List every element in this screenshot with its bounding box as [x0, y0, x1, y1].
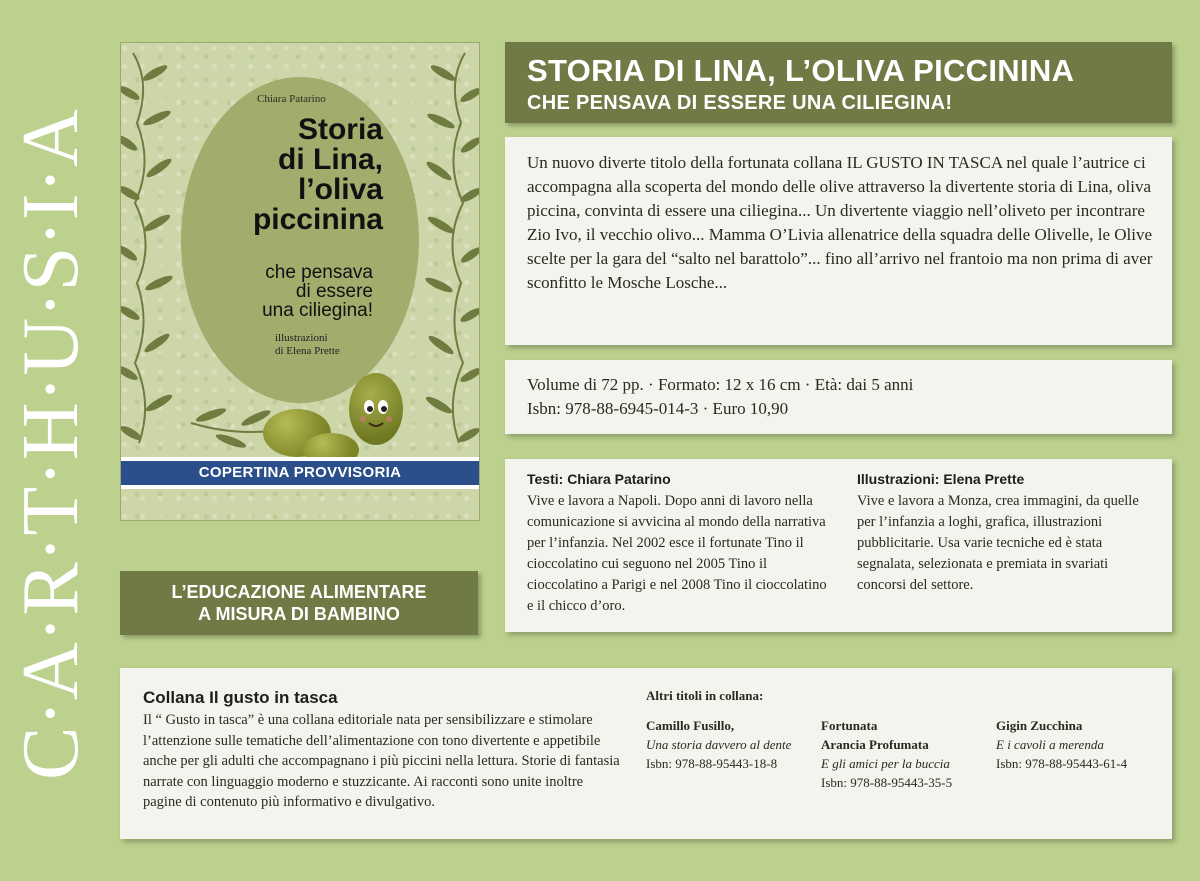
cover-title-line: piccinina	[252, 203, 383, 236]
education-line: A MISURA DI BAMBINO	[198, 604, 400, 624]
other-title-subtitle: Una storia davvero al dente	[646, 737, 792, 752]
cover-title-line: l’oliva	[297, 173, 383, 206]
cover-subtitle	[181, 263, 419, 320]
authors-panel	[505, 459, 1172, 632]
cover-provisional-band: COPERTINA PROVVISORIA	[121, 461, 479, 485]
text-author-column	[527, 471, 827, 617]
specs-panel	[505, 360, 1172, 434]
other-title-name: Camillo Fusillo,	[646, 718, 735, 733]
brand-vertical: C·A·R·T·H·U·S·I·A	[7, 109, 95, 781]
education-line: L’EDUCAZIONE ALIMENTARE	[171, 582, 427, 602]
specs-line: Volume di 72 pp. · Formato: 12 x 16 cm · Età: dai 5 anni	[527, 375, 914, 394]
other-titles-label: Altri titoli in collana:	[646, 688, 764, 703]
right-branch	[424, 53, 479, 444]
other-title-name: Gigin Zucchina	[996, 718, 1083, 733]
other-title-item	[996, 716, 1166, 773]
illustrator-heading: Illustrazioni: Elena Prette	[857, 471, 1025, 487]
collana-panel	[120, 668, 1172, 839]
other-title-item	[821, 716, 991, 792]
cover-title	[181, 115, 419, 235]
collana-description	[143, 688, 623, 813]
other-title-name: Fortunata	[821, 718, 878, 733]
cover-title-line: di Lina,	[278, 143, 383, 176]
education-box	[120, 571, 478, 635]
other-title-subtitle: E i cavoli a merenda	[996, 737, 1104, 752]
olive-character-lina	[349, 373, 403, 445]
cover-title-line: Storia	[297, 113, 383, 146]
page-subtitle: CHE PENSAVA DI ESSERE UNA CILIEGINA!	[527, 92, 953, 114]
specs-text	[527, 373, 913, 421]
title-box	[505, 42, 1172, 123]
left-branch	[121, 53, 174, 443]
cover-illustrator-line: illustrazioni	[275, 332, 328, 344]
book-cover	[120, 42, 480, 521]
cover-illustrator-line: di Elena Prette	[275, 345, 340, 357]
cover-subtitle-line: una ciliegina!	[262, 300, 373, 321]
description-text: Un nuovo diverte titolo della fortunata collana IL GUSTO IN TASCA nel quale l’autrice ci accompagna alla scoperta del mondo delle olive attraverso la divertente storia di Lina, oliva piccina, convinta di essere una ciliegina... Un divertente viaggio nell’oliveto per incontrare Zio Ivo, il vecchio olivo... Mamma O’Livia allenatrice della squadra delle Olivelle, le Olive scelte per la gara del “salto nel barattolo”... fino all’arrivo nel frantoio ma non prima di aver sconfitto le Mosche Losche...	[527, 153, 1153, 292]
other-title-item	[646, 716, 816, 773]
text-author-heading: Testi: Chiara Patarino	[527, 471, 671, 487]
other-title-isbn: Isbn: 978-88-95443-61-4	[996, 756, 1128, 771]
other-title-isbn: Isbn: 978-88-95443-35-5	[821, 775, 953, 790]
illustrator-bio: Vive e lavora a Monza, crea immagini, da quelle per l’infanzia a loghi, grafica, illustrazioni pubblicitarie. Usa varie tecniche ed è stata segnalata, selezionata e premiata in svariati concorsi del settore.	[857, 493, 1139, 593]
text-author-bio: Vive e lavora a Napoli. Dopo anni di lavoro nella comunicazione si avvicina al mondo della narrativa per l’infanzia. Nel 2002 esce il fortunate Tino il cioccolatino cui seguono nel 2005 Tino il cioccolatino a Parigi e nel 2008 Tino il cioccolatino e il chicco d’oro.	[527, 493, 827, 614]
illustrator-column	[857, 471, 1147, 596]
cover-subtitle-line: che pensava	[265, 262, 373, 283]
collana-heading: Collana Il gusto in tasca	[143, 688, 338, 707]
page-title: STORIA DI LINA, L’OLIVA PICCININA	[527, 53, 1075, 88]
description-panel	[505, 137, 1172, 345]
cover-subtitle-line: di essere	[295, 281, 373, 302]
collana-text: Il “ Gusto in tasca” è una collana editoriale nata per sensibilizzare e stimolare l’attenzione sulle tematiche dell’alimentazione con tono divertente e appetibile anche per gli adulti che accompagnano i più piccini nella lettura. Storie di fantasia narrate con linguaggio moderno e stuzzicante. Ai racconti sono unite inoltre pagine di contenuto più informativo e divulgativo.	[143, 712, 620, 810]
other-title-isbn: Isbn: 978-88-95443-18-8	[646, 756, 778, 771]
cover-author: Chiara Patarino	[257, 93, 326, 105]
other-title-subtitle: E gli amici per la buccia	[821, 756, 950, 771]
olive-face-icon	[349, 373, 403, 445]
specs-isbn: Isbn: 978-88-6945-014-3 · Euro 10,90	[527, 399, 789, 418]
cover-illustrator	[275, 332, 405, 358]
other-title-name: Arancia Profumata	[821, 737, 929, 752]
